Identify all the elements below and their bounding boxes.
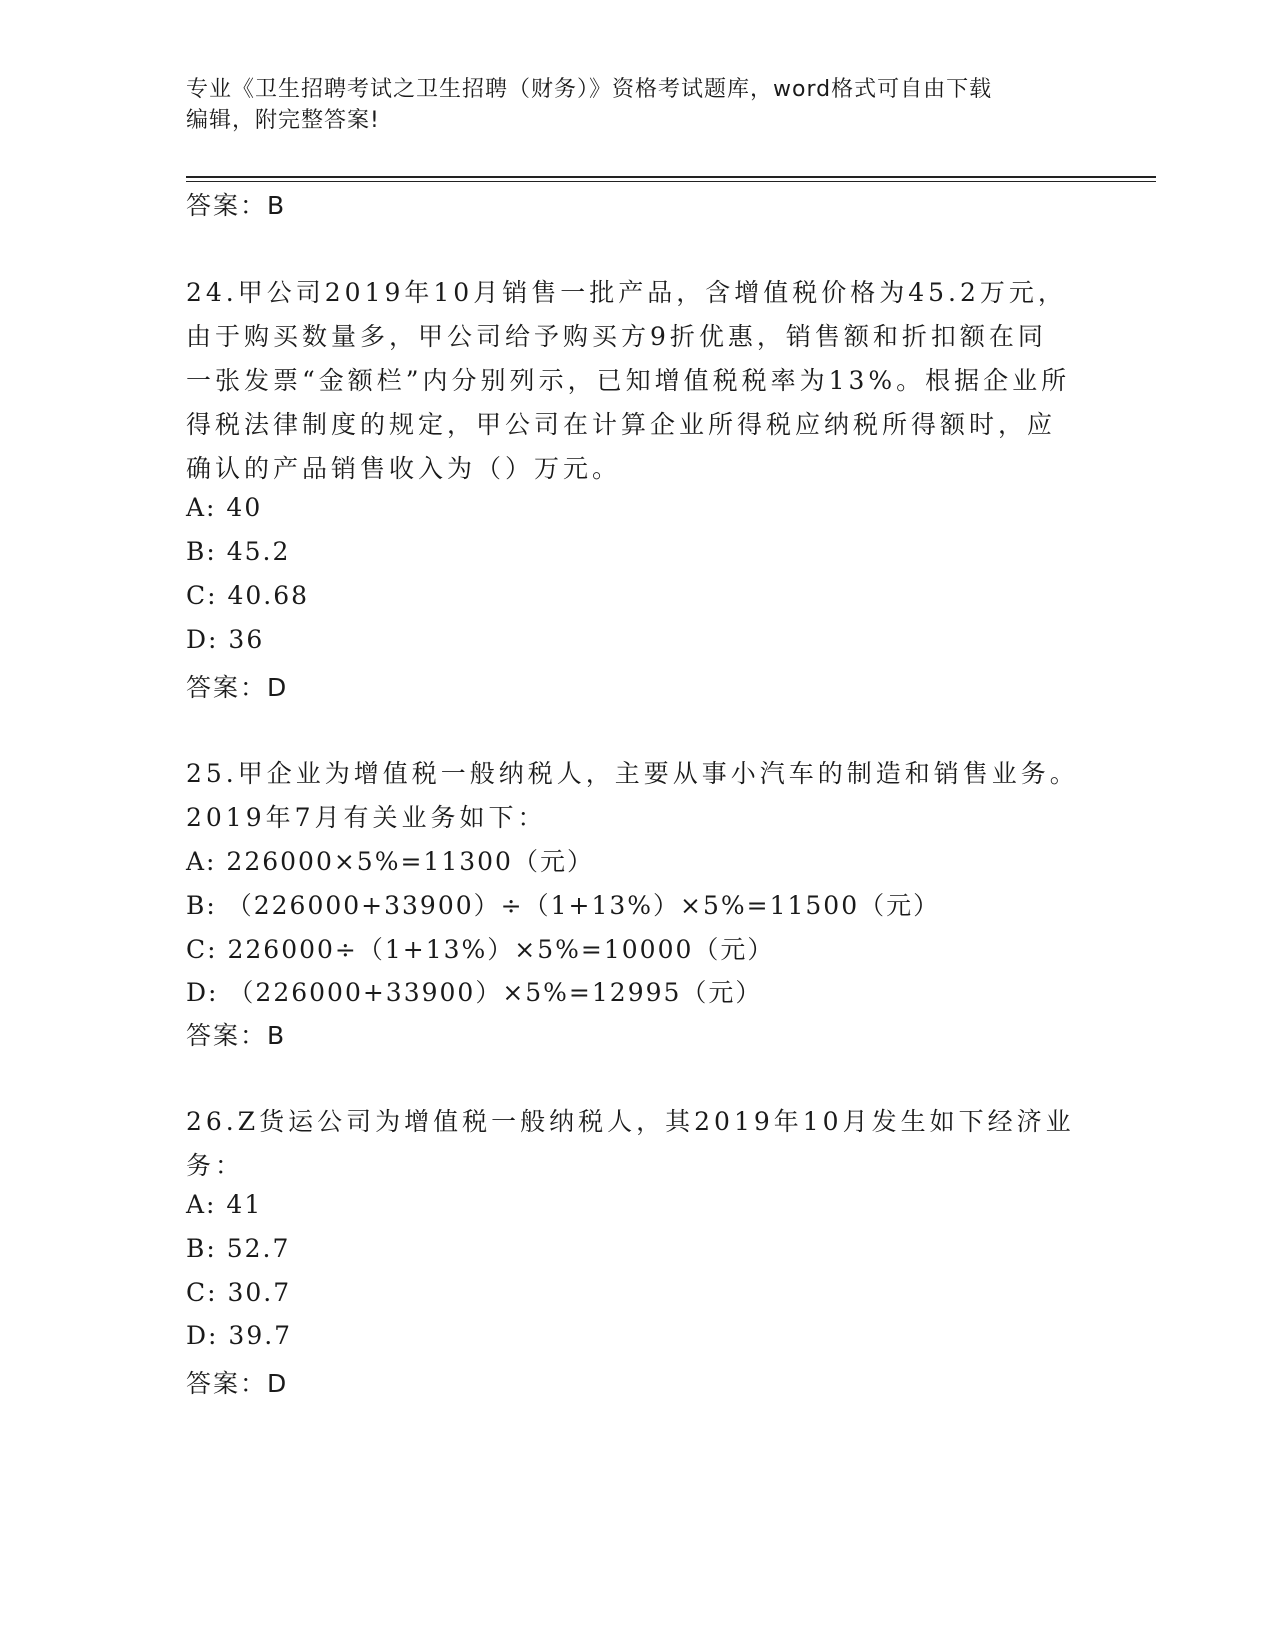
- question-24-answer: 答案：D: [186, 673, 289, 702]
- question-25-option-c: C: 226000÷（1+13%）×5%=10000（元）: [186, 935, 775, 964]
- question-26-option-d: D: 39.7: [186, 1321, 293, 1350]
- question-25-stem-line-1: 25.甲企业为增值税一般纳税人，主要从事小汽车的制造和销售业务。: [186, 759, 1079, 788]
- question-26-option-b: B: 52.7: [186, 1234, 291, 1263]
- question-26-stem-line-2: 务：: [186, 1151, 245, 1180]
- header-divider-thick: [186, 176, 1156, 178]
- question-24-option-d: D: 36: [186, 625, 265, 654]
- previous-answer: 答案：B: [186, 191, 287, 220]
- question-24-stem-line-4: 得税法律制度的规定，甲公司在计算企业所得税应纳税所得额时，应: [186, 410, 1057, 439]
- question-26-option-a: A: 41: [186, 1190, 263, 1219]
- question-24-stem-line-3: 一张发票“金额栏”内分别列示，已知增值税税率为13%。根据企业所: [186, 366, 1071, 395]
- question-26-option-c: C: 30.7: [186, 1278, 292, 1307]
- question-24-stem-line-5: 确认的产品销售收入为（）万元。: [186, 454, 622, 483]
- header-line-1: 专业《卫生招聘考试之卫生招聘（财务）》资格考试题库，word格式可自由下载: [186, 77, 993, 102]
- question-24-option-b: B: 45.2: [186, 537, 291, 566]
- question-25-option-d: D: （226000+33900）×5%=12995（元）: [186, 978, 763, 1007]
- header-line-2: 编辑，附完整答案!: [186, 108, 380, 133]
- question-25-option-a: A: 226000×5%=11300（元）: [186, 847, 594, 876]
- question-24-stem-line-1: 24.甲公司2019年10月销售一批产品，含增值税价格为45.2万元，: [186, 278, 1067, 307]
- question-24-option-a: A: 40: [186, 493, 263, 522]
- question-25-answer: 答案：B: [186, 1021, 287, 1050]
- question-24-option-c: C: 40.68: [186, 581, 310, 610]
- question-26-answer: 答案：D: [186, 1369, 289, 1398]
- document-header: [186, 74, 1066, 136]
- question-24-stem-line-2: 由于购买数量多，甲公司给予购买方9折优惠，销售额和折扣额在同: [186, 322, 1047, 351]
- header-divider-thin: [186, 181, 1156, 182]
- question-25-stem-line-2: 2019年7月有关业务如下：: [186, 803, 547, 832]
- question-25-option-b: B: （226000+33900）÷（1+13%）×5%=11500（元）: [186, 891, 941, 920]
- question-26-stem-line-1: 26.Z货运公司为增值税一般纳税人，其2019年10月发生如下经济业: [186, 1107, 1075, 1136]
